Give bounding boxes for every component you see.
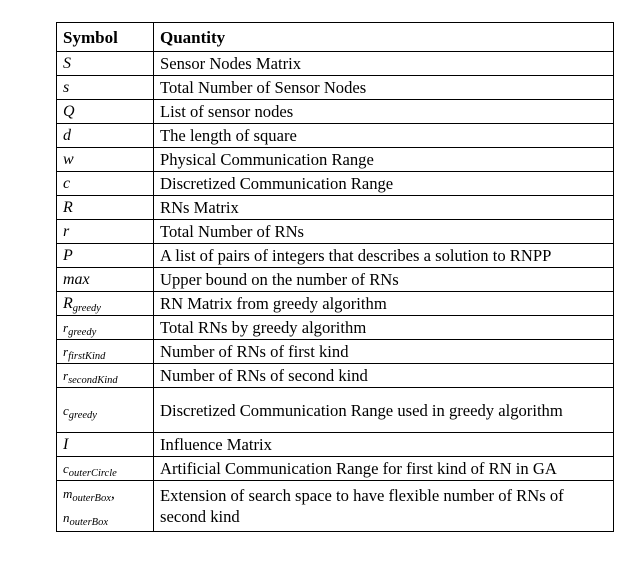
symbol-cell (57, 457, 154, 481)
symbol-text: m (63, 486, 73, 501)
symbol-text: r (63, 368, 69, 383)
table-row (57, 76, 614, 100)
symbol-subscript: greedy (68, 409, 97, 421)
quantity-cell: RN Matrix from greedy algorithm (154, 292, 614, 316)
table-row (57, 340, 614, 364)
symbol-text: d (63, 127, 71, 144)
symbol-subscript: secondKind (68, 375, 118, 386)
symbol-text: w (63, 151, 74, 168)
quantity-cell: The length of square (154, 124, 614, 148)
quantity-cell: Discretized Communication Range (154, 172, 614, 196)
quantity-cell: Total RNs by greedy algorithm (154, 316, 614, 340)
symbol-text: n (63, 510, 70, 525)
table-row (57, 364, 614, 388)
symbol-text: P (63, 247, 73, 264)
quantity-cell: Total Number of Sensor Nodes (154, 76, 614, 100)
symbol-subscript: outerBox (72, 493, 111, 504)
table-body (57, 52, 614, 532)
symbol-cell (57, 364, 154, 388)
symbol-cell (57, 100, 154, 124)
table-row (57, 244, 614, 268)
table-row (57, 100, 614, 124)
table-row (57, 220, 614, 244)
symbol-cell (57, 340, 154, 364)
symbol-text: max (63, 271, 90, 288)
symbol-text: c (63, 402, 69, 418)
symbol-subscript: greedy (72, 303, 101, 314)
table-row (57, 457, 614, 481)
header-symbol: Symbol (57, 23, 154, 52)
quantity-cell: RNs Matrix (154, 196, 614, 220)
symbol-cell (57, 292, 154, 316)
quantity-cell: Discretized Communication Range used in greedy algorithm (154, 388, 614, 433)
symbol-text: S (63, 55, 71, 72)
symbol-text: I (63, 436, 69, 453)
table-header-row (57, 23, 614, 52)
symbol-text: c (63, 461, 69, 476)
symbol-cell (57, 172, 154, 196)
symbol-text: R (63, 199, 73, 216)
symbol-cell (57, 244, 154, 268)
quantity-cell: Number of RNs of first kind (154, 340, 614, 364)
quantity-cell: Upper bound on the number of RNs (154, 268, 614, 292)
symbol-text: r (63, 320, 69, 335)
table-row (57, 316, 614, 340)
table-row (57, 292, 614, 316)
header-quantity: Quantity (154, 23, 614, 52)
quantity-cell: Artificial Communication Range for first kind of RN in GA (154, 457, 614, 481)
symbol-subscript: greedy (68, 327, 97, 338)
symbol-text: R (63, 295, 73, 312)
table-row (57, 124, 614, 148)
symbol-line (63, 482, 153, 506)
quantity-cell: Sensor Nodes Matrix (154, 52, 614, 76)
table-row (57, 268, 614, 292)
table-row (57, 148, 614, 172)
symbol-text: Q (63, 103, 75, 120)
symbol-cell (57, 76, 154, 100)
symbol-cell (57, 316, 154, 340)
table-row (57, 388, 614, 433)
symbol-cell (57, 196, 154, 220)
symbol-subscript: outerBox (69, 517, 108, 528)
symbol-cell (57, 268, 154, 292)
symbol-text: r (63, 344, 69, 359)
table-row (57, 433, 614, 457)
table-row (57, 481, 614, 532)
quantity-cell: Physical Communication Range (154, 148, 614, 172)
quantity-cell: Extension of search space to have flexible number of RNs of second kind (154, 481, 614, 532)
symbol-line (63, 506, 153, 530)
symbol-table (56, 22, 614, 532)
symbol-text: s (63, 79, 70, 96)
symbol-cell (57, 124, 154, 148)
symbol-text: c (63, 175, 71, 192)
table-row (57, 172, 614, 196)
symbol-cell (57, 481, 154, 532)
table-row (57, 196, 614, 220)
symbol-subscript: outerCircle (68, 468, 117, 479)
quantity-cell: Number of RNs of second kind (154, 364, 614, 388)
symbol-cell (57, 220, 154, 244)
symbol-cell (57, 388, 154, 433)
symbol-cell (57, 433, 154, 457)
quantity-cell: A list of pairs of integers that describes a solution to RNPP (154, 244, 614, 268)
table-row (57, 52, 614, 76)
symbol-cell (57, 52, 154, 76)
symbol-cell (57, 148, 154, 172)
quantity-cell: Influence Matrix (154, 433, 614, 457)
symbol-separator: , (110, 485, 115, 502)
quantity-cell: List of sensor nodes (154, 100, 614, 124)
quantity-cell: Total Number of RNs (154, 220, 614, 244)
symbol-subscript: firstKind (68, 351, 106, 362)
symbol-text: r (63, 223, 70, 240)
